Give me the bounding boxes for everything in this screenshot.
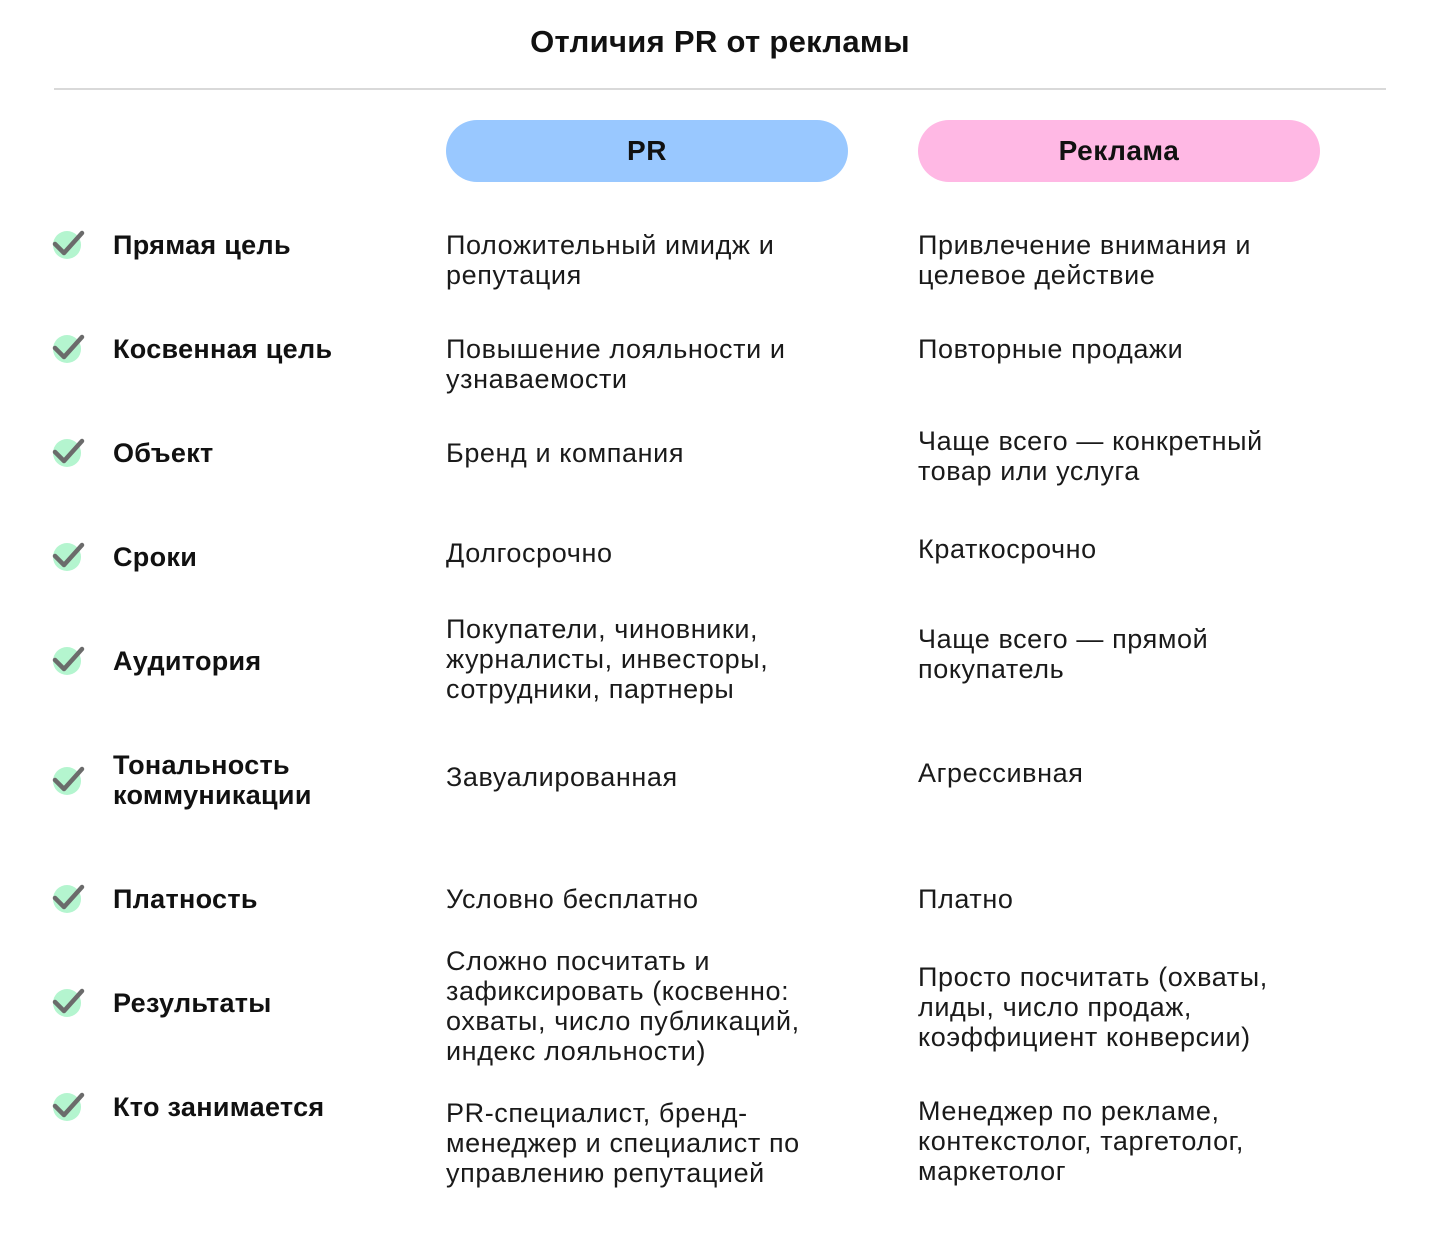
check-icon bbox=[50, 1090, 86, 1122]
cell-ad: Краткосрочно bbox=[918, 534, 1097, 564]
cell-ad: Чаще всего — прямой покупатель bbox=[918, 624, 1209, 684]
column-header-pr bbox=[446, 120, 848, 182]
cell-pr: PR-специалист, бренд-менеджер и специалист по управлению репутацией bbox=[446, 1098, 800, 1188]
check-icon bbox=[50, 764, 86, 796]
row-label: Объект bbox=[113, 438, 214, 468]
row-label: Платность bbox=[113, 884, 258, 914]
cell-ad: Чаще всего — конкретный товар или услуга bbox=[918, 426, 1263, 486]
cell-ad: Просто посчитать (охваты, лиды, число продаж, коэффициент конверсии) bbox=[918, 962, 1268, 1052]
check-icon bbox=[50, 540, 86, 572]
row-label: Сроки bbox=[113, 542, 198, 572]
column-header-ad-label: Реклама bbox=[1058, 135, 1180, 166]
cell-pr: Положительный имидж и репутация bbox=[446, 230, 775, 290]
row-label: Результаты bbox=[113, 988, 272, 1018]
cell-ad: Повторные продажи bbox=[918, 334, 1184, 364]
cell-pr: Повышение лояльности и узнаваемости bbox=[446, 334, 786, 394]
check-icon bbox=[50, 332, 86, 364]
check-icon bbox=[50, 436, 86, 468]
cell-pr: Сложно посчитать и зафиксировать (косвенно: охваты, число публикаций, индекс лояльности) bbox=[446, 946, 800, 1066]
row-label: Аудитория bbox=[113, 646, 262, 676]
check-icon bbox=[50, 228, 86, 260]
row-label: Тональность коммуникации bbox=[113, 750, 312, 810]
cell-pr: Долгосрочно bbox=[446, 538, 613, 568]
row-label: Прямая цель bbox=[113, 230, 291, 260]
title-divider bbox=[54, 88, 1386, 90]
cell-pr: Бренд и компания bbox=[446, 438, 685, 468]
check-icon bbox=[50, 882, 86, 914]
row-label: Косвенная цель bbox=[113, 334, 333, 364]
cell-ad: Привлечение внимания и целевое действие bbox=[918, 230, 1252, 290]
cell-ad: Менеджер по рекламе, контекстолог, таргетолог, маркетолог bbox=[918, 1096, 1244, 1186]
cell-pr: Завуалированная bbox=[446, 762, 678, 792]
check-icon bbox=[50, 986, 86, 1018]
cell-pr: Покупатели, чиновники, журналисты, инвесторы, сотрудники, партнеры bbox=[446, 614, 769, 704]
check-icon bbox=[50, 644, 86, 676]
page-title: Отличия PR от рекламы bbox=[530, 24, 910, 59]
row-label: Кто занимается bbox=[113, 1092, 325, 1122]
column-header-pr-label: PR bbox=[627, 135, 667, 166]
column-header-ad bbox=[918, 120, 1320, 182]
cell-ad: Платно bbox=[918, 884, 1014, 914]
cell-pr: Условно бесплатно bbox=[446, 884, 699, 914]
cell-ad: Агрессивная bbox=[918, 758, 1084, 788]
